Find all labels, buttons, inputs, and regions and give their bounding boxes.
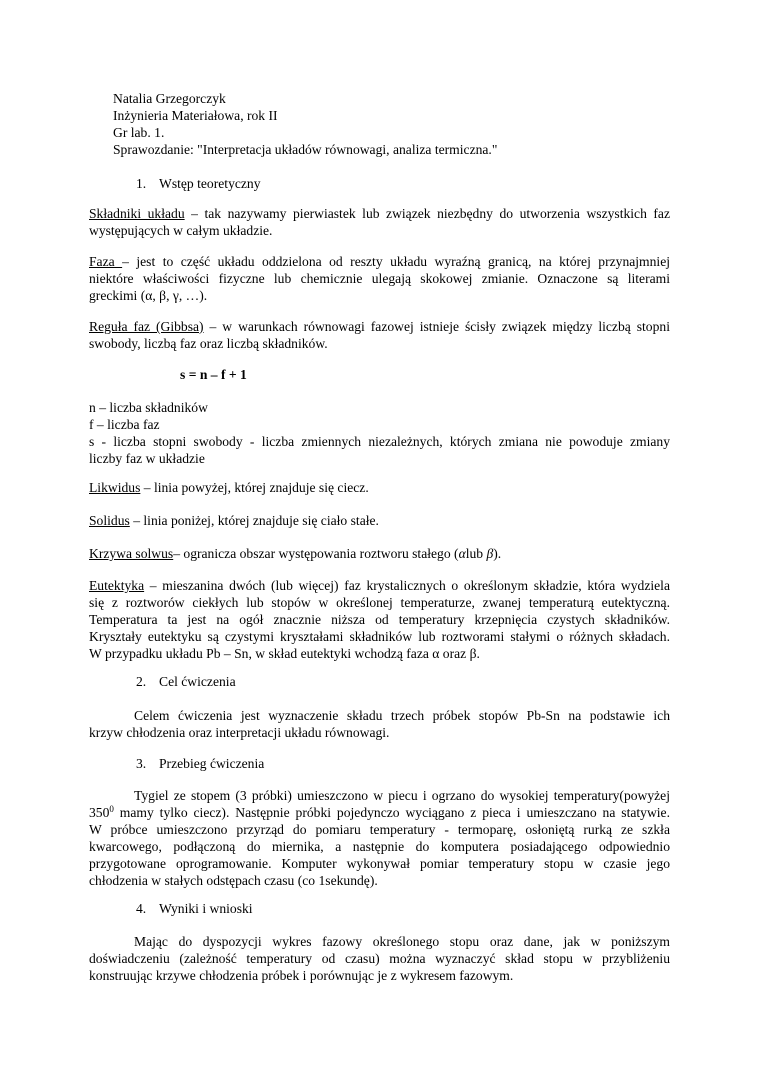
section-heading-4: 4. Wyniki i wnioski — [136, 901, 253, 916]
gibbs-formula: s = n – f + 1 — [180, 367, 247, 382]
lab-group: Gr lab. 1. — [113, 125, 165, 140]
section-heading-1: 1. Wstęp teoretyczny — [136, 176, 261, 191]
program-name: Inżynieria Materiałowa, rok II — [113, 108, 278, 123]
definition-solwus: Krzywa solwus– ogranicza obszar występowania roztworu stałego (αlub β). — [89, 546, 502, 561]
term-faza: Faza — [89, 254, 123, 269]
definition-skladniki: Składniki układu – tak nazywamy pierwiastek lub związek niezbędny do utworzenia wszystkich faz występujących w całym układzie. — [89, 206, 670, 238]
term-solidus: Solidus — [89, 513, 130, 528]
definition-eutektyka: Eutektyka – mieszanina dwóch (lub więcej) faz krystalicznych o określonym składzie, która wydziela się z roztworów ciekłych lub stopów w określonej temperaturze, zwanej temperaturą eutektyczną. Temperatura ta jest na ogół znacznie niższa od temperatury krzepnięcia czystych składników. Kryształy eutektyku są czystymi kryształami składników lub roztworami stałymi o różnych składach. W przypadku układu Pb – Sn, w skład eutektyki wchodzą faza α oraz β. — [89, 578, 670, 661]
term-eutektyka: Eutektyka — [89, 578, 145, 593]
document-header — [113, 90, 497, 158]
definition-faza: Faza – jest to część układu oddzielona od reszty układu wyraźną granicą, na której przynajmniej niektóre właściwości fizyczne lub chemicznie ulegają skokowej zmianie. Oznaczone są literami greckimi (α, β, γ, …). — [89, 254, 671, 303]
paragraph-wyniki: Mając do dyspozycji wykres fazowy określonego stopu oraz dane, jak w poniższym doświadczeniu (zależność temperatury od czasu) można wyznaczyć skład stopu w przybliżeniu konstruując krzywe chłodzenia próbek i porównując je z wykresem fazowym. — [89, 934, 670, 983]
term-solwus: Krzywa solwus — [89, 546, 174, 561]
paragraph-cel: Celem ćwiczenia jest wyznaczenie składu trzech próbek stopów Pb-Sn na podstawie ich krzyw chłodzenia oraz interpretacji układu równowagi. — [89, 708, 670, 740]
term-skladniki: Składniki układu — [89, 206, 185, 221]
formula-legend: n – liczba składników f – liczba faz s - liczba stopni swobody - liczba zmiennych niezależnych, których zmiana nie powoduje zmiany liczby faz w układzie — [89, 400, 670, 466]
section-heading-2: 2. Cel ćwiczenia — [136, 674, 236, 689]
section-heading-3: 3. Przebieg ćwiczenia — [136, 756, 265, 771]
term-regula-faz: Reguła faz (Gibbsa) — [89, 319, 204, 334]
definition-likwidus: Likwidus – linia powyżej, której znajduje się ciecz. — [89, 480, 369, 495]
term-likwidus: Likwidus — [89, 480, 141, 495]
author-name: Natalia Grzegorczyk — [113, 91, 226, 106]
definition-solidus: Solidus – linia poniżej, której znajduje się ciało stałe. — [89, 513, 379, 528]
paragraph-przebieg: Tygiel ze stopem (3 próbki) umieszczono w piecu i ogrzano do wysokiej temperatury(powyżej $350^0$ mamy tylko ciecz). Następnie próbki pojedynczo wyciągano z pieca i umieszczano na statywie. W próbce umieszczono przyrząd do pomiaru temperatury - termoparę, osłoniętą rurką ze szkła kwarcowego, podłączoną do miernika, a następnie do komputera posiadającego odpowiednio przygotowane oprogramowanie. Komputer wykonywał pomiar temperatury stopu w czasie jego chłodzenia w stałych odstępach czasu (co 1sekundę). — [89, 788, 670, 888]
definition-regula-faz: Reguła faz (Gibbsa) – w warunkach równowagi fazowej istnieje ścisły związek między liczbą stopni swobody, liczbą faz oraz liczbą składników. — [89, 319, 670, 351]
report-title: Sprawozdanie: "Interpretacja układów równowagi, analiza termiczna." — [113, 142, 498, 157]
